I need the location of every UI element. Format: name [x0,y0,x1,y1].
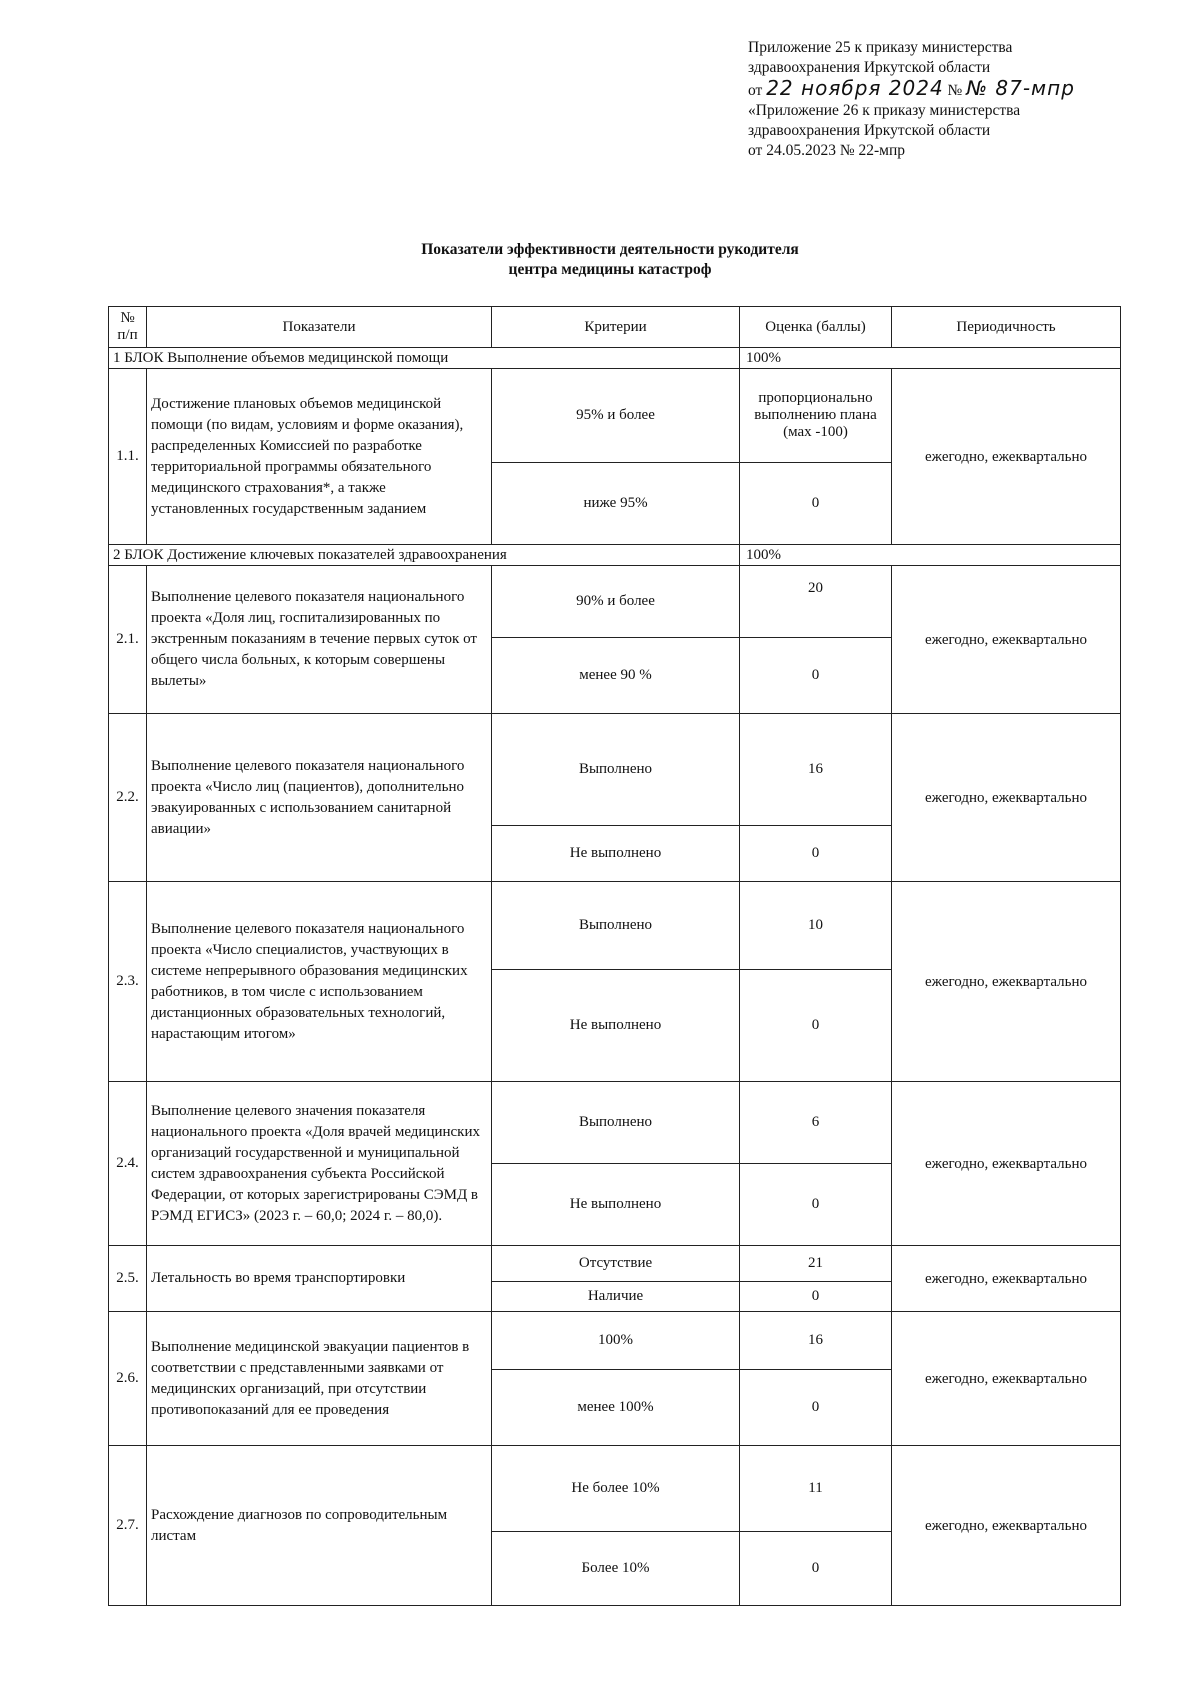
score: 0 [740,638,892,714]
col-header-number: № п/п [109,307,147,348]
table-row [109,566,1121,638]
periodicity: ежегодно, ежеквартально [892,1246,1121,1312]
criterion: Выполнено [492,1082,740,1164]
row-number: 2.7. [109,1446,147,1606]
score: 21 [740,1246,892,1282]
indicator-text: Выполнение целевого значения показателя национального проекта «Доля врачей медицинских организаций государственной и муниципальной систем здравоохранения субъекта Российской Федерации, от которых зарегистрированы СЭМД в РЭМД ЕГИСЗ» (2023 г. – 60,0; 2024 г. – 80,0). [147,1082,492,1246]
indicator-text: Выполнение медицинской эвакуации пациентов в соответствии с представленными заявками от медицинских организаций, при отсутствии противопоказаний для ее проведения [147,1312,492,1446]
score: 0 [740,1282,892,1312]
criterion: Не более 10% [492,1446,740,1532]
criterion: Не выполнено [492,970,740,1082]
criterion: 95% и более [492,369,740,463]
row-number: 2.2. [109,714,147,882]
criterion: Более 10% [492,1532,740,1606]
indicator-text: Расхождение диагнозов по сопроводительным листам [147,1446,492,1606]
header-line-5: здравоохранения Иркутской области [748,122,991,139]
col-header-periodicity: Периодичность [892,307,1121,348]
table-row [109,714,1121,826]
criterion: менее 90 % [492,638,740,714]
row-number: 2.4. [109,1082,147,1246]
row-number: 1.1. [109,369,147,545]
table-row [109,369,1121,463]
score: 10 [740,882,892,970]
table-row [109,1082,1121,1164]
periodicity: ежегодно, ежеквартально [892,1446,1121,1606]
criterion: 90% и более [492,566,740,638]
row-number: 2.6. [109,1312,147,1446]
row-number: 2.5. [109,1246,147,1312]
indicator-text: Выполнение целевого показателя национального проекта «Число специалистов, участвующих в системе непрерывного образования медицинских работников, в том числе с использованием дистанционных образовательных технологий, нарастающим итогом» [147,882,492,1082]
criterion: Не выполнено [492,826,740,882]
row-number: 2.1. [109,566,147,714]
col-header-indicators: Показатели [147,307,492,348]
number-sign: № [947,82,963,99]
handwritten-number: № 87-мпр [966,76,1075,100]
criterion: менее 100% [492,1370,740,1446]
criterion: Не выполнено [492,1164,740,1246]
block-2-label: 2 БЛОК Достижение ключевых показателей здравоохранения [109,545,740,566]
score: 20 [740,566,892,638]
criterion: Наличие [492,1282,740,1312]
periodicity: ежегодно, ежеквартально [892,714,1121,882]
block-1-label: 1 БЛОК Выполнение объемов медицинской помощи [109,348,740,369]
periodicity: ежегодно, ежеквартально [892,566,1121,714]
order-reference [748,38,1078,161]
title-line-2: центра медицины катастроф [508,261,712,278]
col-header-score: Оценка (баллы) [740,307,892,348]
table-row [109,882,1121,970]
score: 0 [740,463,892,545]
indicators-table [108,306,1121,1606]
score: 11 [740,1446,892,1532]
indicator-text: Достижение плановых объемов медицинской помощи (по видам, условиям и форме оказания), распределенных Комиссией по разработке территориальной программы обязательного медицинского страхования*, а также установленных государственным заданием [147,369,492,545]
score: 0 [740,970,892,1082]
block-1-percent: 100% [740,348,1121,369]
periodicity: ежегодно, ежеквартально [892,369,1121,545]
criterion: Выполнено [492,882,740,970]
score: 0 [740,1532,892,1606]
periodicity: ежегодно, ежеквартально [892,1312,1121,1446]
table-header-row [109,307,1121,348]
indicator-text: Выполнение целевого показателя национального проекта «Доля лиц, госпитализированных по экстренным показаниям в течение первых суток от общего числа больных, к которым совершены вылеты» [147,566,492,714]
col-header-criteria: Критерии [492,307,740,348]
indicator-text: Выполнение целевого показателя национального проекта «Число лиц (пациентов), дополнительно эвакуированных с использованием санитарной авиации» [147,714,492,882]
header-line-2: здравоохранения Иркутской области [748,59,991,76]
block-1-row [109,348,1121,369]
block-2-percent: 100% [740,545,1121,566]
indicator-text: Летальность во время транспортировки [147,1246,492,1312]
periodicity: ежегодно, ежеквартально [892,882,1121,1082]
score: 0 [740,826,892,882]
periodicity: ежегодно, ежеквартально [892,1082,1121,1246]
table-row [109,1446,1121,1532]
handwritten-date: 22 ноября 2024 [766,76,944,100]
header-line-1: Приложение 25 к приказу министерства [748,39,1013,56]
block-2-row [109,545,1121,566]
header-line-3: от 22 ноября 2024 № № 87-мпр [748,76,1075,100]
table-row [109,1246,1121,1282]
document-title [300,240,920,280]
score: 0 [740,1370,892,1446]
score: 6 [740,1082,892,1164]
score: 0 [740,1164,892,1246]
title-line-1: Показатели эффективности деятельности рукодителя [421,241,799,258]
criterion: Выполнено [492,714,740,826]
table-row [109,1312,1121,1370]
score: 16 [740,1312,892,1370]
criterion: ниже 95% [492,463,740,545]
score: 16 [740,714,892,826]
header-line-4: «Приложение 26 к приказу министерства [748,102,1021,119]
header-line-6: от 24.05.2023 № 22-мпр [748,142,905,159]
row-number: 2.3. [109,882,147,1082]
criterion: 100% [492,1312,740,1370]
criterion: Отсутствие [492,1246,740,1282]
score: пропорционально выполнению плана (мах -100) [740,369,892,463]
